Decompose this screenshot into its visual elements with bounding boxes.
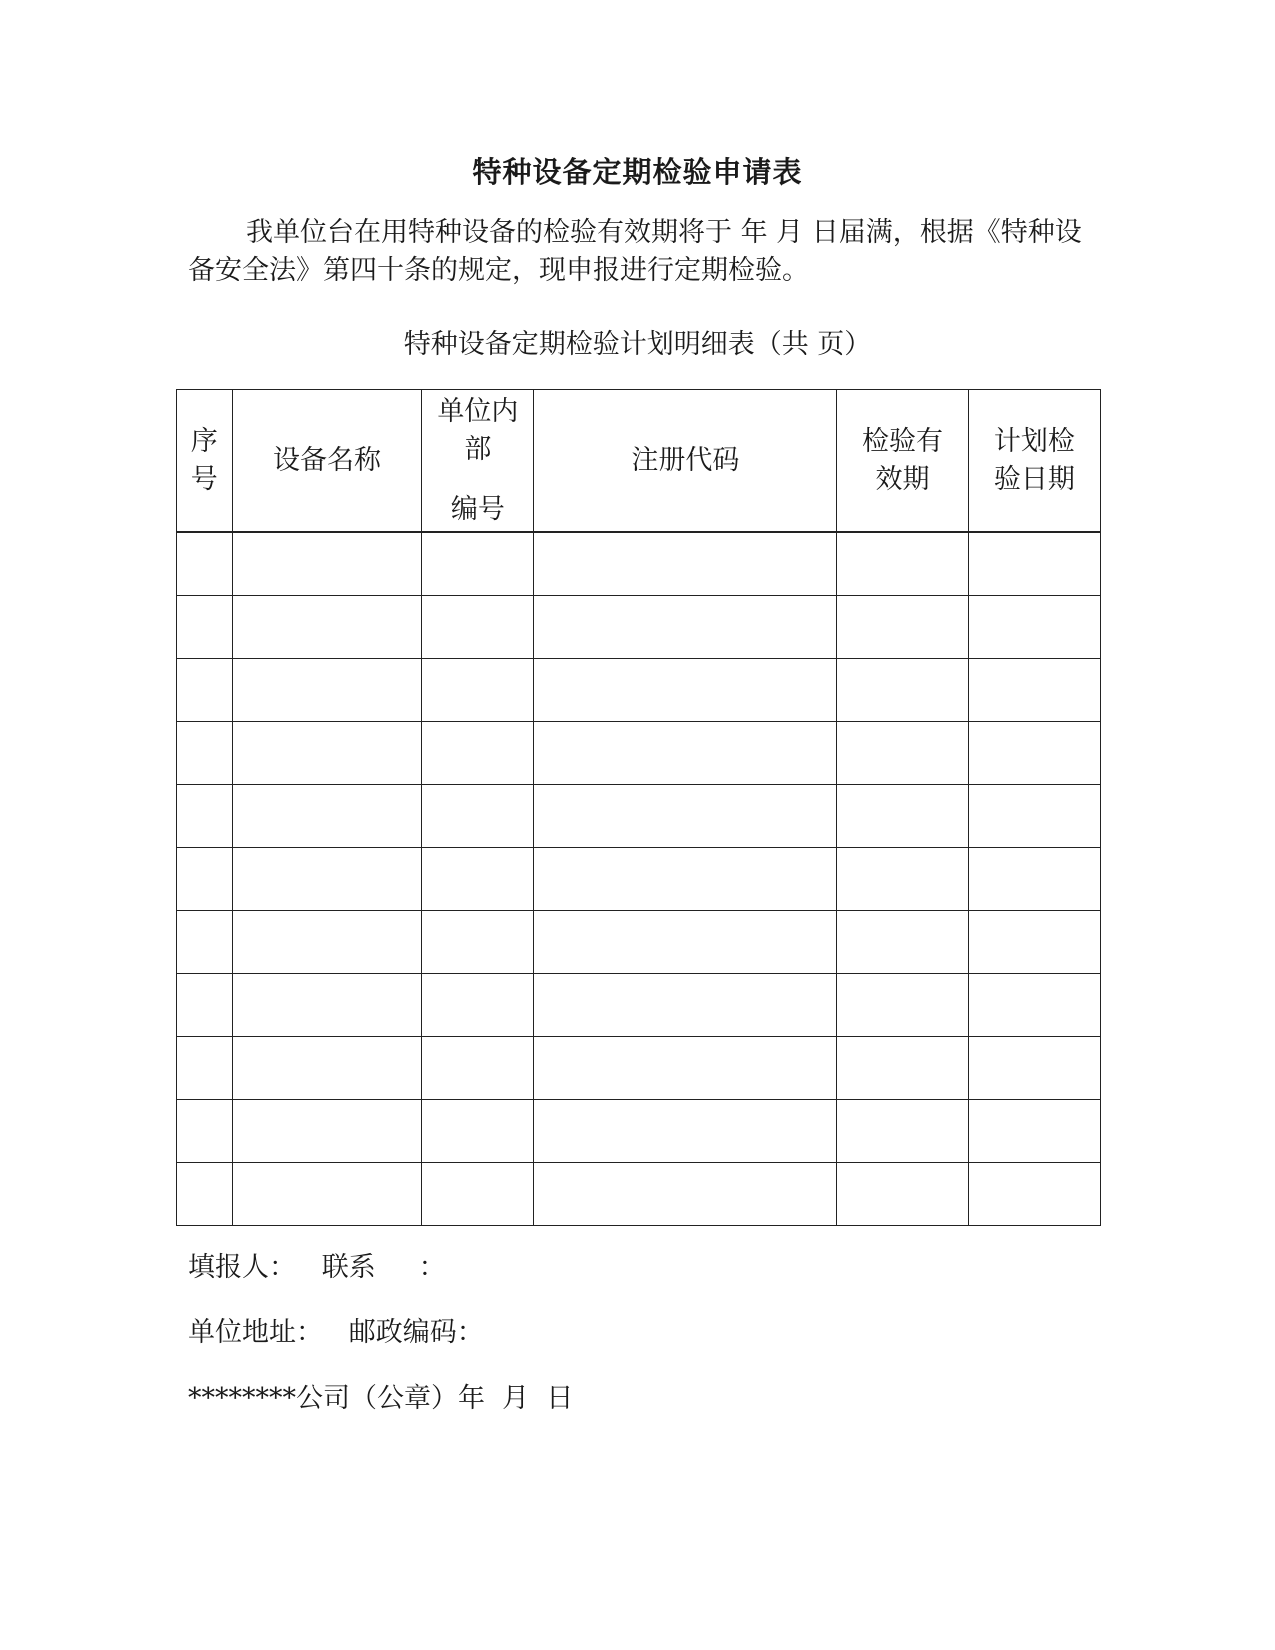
cell-unit-number[interactable]: [422, 596, 534, 659]
cell-seq[interactable]: [177, 974, 233, 1037]
cell-registration-code[interactable]: [534, 974, 837, 1037]
cell-validity[interactable]: [837, 659, 968, 722]
cell-equipment-name[interactable]: [232, 1037, 422, 1100]
header-unit-line3: 编号: [450, 493, 505, 525]
cell-validity[interactable]: [837, 722, 968, 785]
address-postcode-line: 单位地址： 邮政编码：: [188, 1317, 484, 1348]
header-validity-line1: 检验有: [862, 425, 944, 457]
header-unit-line2: 部: [464, 433, 492, 465]
cell-registration-code[interactable]: [534, 659, 837, 722]
cell-unit-number[interactable]: [422, 974, 534, 1037]
cell-plan-date[interactable]: [968, 532, 1100, 596]
cell-validity[interactable]: [837, 532, 968, 596]
cell-plan-date[interactable]: [968, 1100, 1100, 1163]
cell-registration-code[interactable]: [534, 1037, 837, 1100]
cell-registration-code[interactable]: [534, 785, 837, 848]
cell-plan-date[interactable]: [968, 1163, 1100, 1226]
inspection-plan-table: [176, 389, 1101, 1226]
cell-validity[interactable]: [837, 974, 968, 1037]
cell-equipment-name[interactable]: [232, 911, 422, 974]
cell-equipment-name[interactable]: [232, 848, 422, 911]
intro-paragraph: 我单位台在用特种设备的检验有效期将于 年 月 日届满，根据《特种设备安全法》第四十条的规定，现申报进行定期检验。: [188, 217, 1082, 286]
form-title: 特种设备定期检验申请表: [472, 155, 803, 189]
cell-seq[interactable]: [177, 596, 233, 659]
filler-contact-line: 填报人： 联系 ：: [188, 1252, 446, 1283]
cell-registration-code[interactable]: [534, 722, 837, 785]
cell-equipment-name[interactable]: [232, 722, 422, 785]
cell-plan-date[interactable]: [968, 596, 1100, 659]
cell-plan-date[interactable]: [968, 911, 1100, 974]
cell-equipment-name[interactable]: [232, 1100, 422, 1163]
cell-unit-number[interactable]: [422, 659, 534, 722]
table-row: [177, 659, 1101, 722]
cell-unit-number[interactable]: [422, 1100, 534, 1163]
cell-seq[interactable]: [177, 659, 233, 722]
cell-seq[interactable]: [177, 848, 233, 911]
cell-equipment-name[interactable]: [232, 596, 422, 659]
cell-unit-number[interactable]: [422, 1037, 534, 1100]
header-seq: [177, 390, 233, 533]
cell-equipment-name[interactable]: [232, 974, 422, 1037]
cell-equipment-name[interactable]: [232, 1163, 422, 1226]
table-row: [177, 848, 1101, 911]
cell-plan-date[interactable]: [968, 722, 1100, 785]
header-unit-line1: 单位内: [437, 395, 519, 427]
cell-validity[interactable]: [837, 848, 968, 911]
company-seal-date-line: ********公司（公章）年 月 日: [188, 1383, 574, 1414]
table-row: [177, 785, 1101, 848]
cell-validity[interactable]: [837, 1163, 968, 1226]
cell-equipment-name[interactable]: [232, 659, 422, 722]
cell-seq[interactable]: [177, 911, 233, 974]
cell-registration-code[interactable]: [534, 596, 837, 659]
table-row: [177, 1163, 1101, 1226]
cell-unit-number[interactable]: [422, 532, 534, 596]
cell-validity[interactable]: [837, 596, 968, 659]
cell-plan-date[interactable]: [968, 1037, 1100, 1100]
header-validity: [837, 390, 968, 533]
cell-unit-number[interactable]: [422, 848, 534, 911]
header-seq-line1: 序: [190, 425, 218, 457]
cell-equipment-name[interactable]: [232, 532, 422, 596]
cell-seq[interactable]: [177, 1163, 233, 1226]
table-row: [177, 974, 1101, 1037]
cell-equipment-name[interactable]: [232, 785, 422, 848]
cell-seq[interactable]: [177, 1100, 233, 1163]
cell-registration-code[interactable]: [534, 911, 837, 974]
table-row: [177, 911, 1101, 974]
header-plan-date: [968, 390, 1100, 533]
cell-plan-date[interactable]: [968, 659, 1100, 722]
table-row: [177, 532, 1101, 596]
table-row: [177, 1037, 1101, 1100]
header-plan-line2: 验日期: [993, 463, 1075, 495]
cell-registration-code[interactable]: [534, 1163, 837, 1226]
cell-registration-code[interactable]: [534, 532, 837, 596]
cell-registration-code[interactable]: [534, 848, 837, 911]
table-caption: 特种设备定期检验计划明细表（共 页）: [403, 329, 872, 360]
cell-validity[interactable]: [837, 911, 968, 974]
cell-unit-number[interactable]: [422, 722, 534, 785]
cell-seq[interactable]: [177, 1037, 233, 1100]
table-header-row: [177, 390, 1101, 533]
cell-plan-date[interactable]: [968, 785, 1100, 848]
cell-validity[interactable]: [837, 1037, 968, 1100]
cell-seq[interactable]: [177, 785, 233, 848]
header-validity-line2: 效期: [875, 463, 930, 495]
cell-seq[interactable]: [177, 722, 233, 785]
table-row: [177, 722, 1101, 785]
cell-validity[interactable]: [837, 1100, 968, 1163]
table-row: [177, 1100, 1101, 1163]
cell-registration-code[interactable]: [534, 1100, 837, 1163]
cell-unit-number[interactable]: [422, 1163, 534, 1226]
header-unit-number: [422, 390, 534, 533]
header-registration-code: 注册代码: [534, 390, 837, 533]
cell-seq[interactable]: [177, 532, 233, 596]
cell-unit-number[interactable]: [422, 785, 534, 848]
header-plan-line1: 计划检: [993, 425, 1075, 457]
cell-plan-date[interactable]: [968, 848, 1100, 911]
cell-validity[interactable]: [837, 785, 968, 848]
cell-plan-date[interactable]: [968, 974, 1100, 1037]
header-equipment-name: 设备名称: [232, 390, 422, 533]
header-seq-line2: 号: [190, 463, 218, 495]
table-row: [177, 596, 1101, 659]
cell-unit-number[interactable]: [422, 911, 534, 974]
